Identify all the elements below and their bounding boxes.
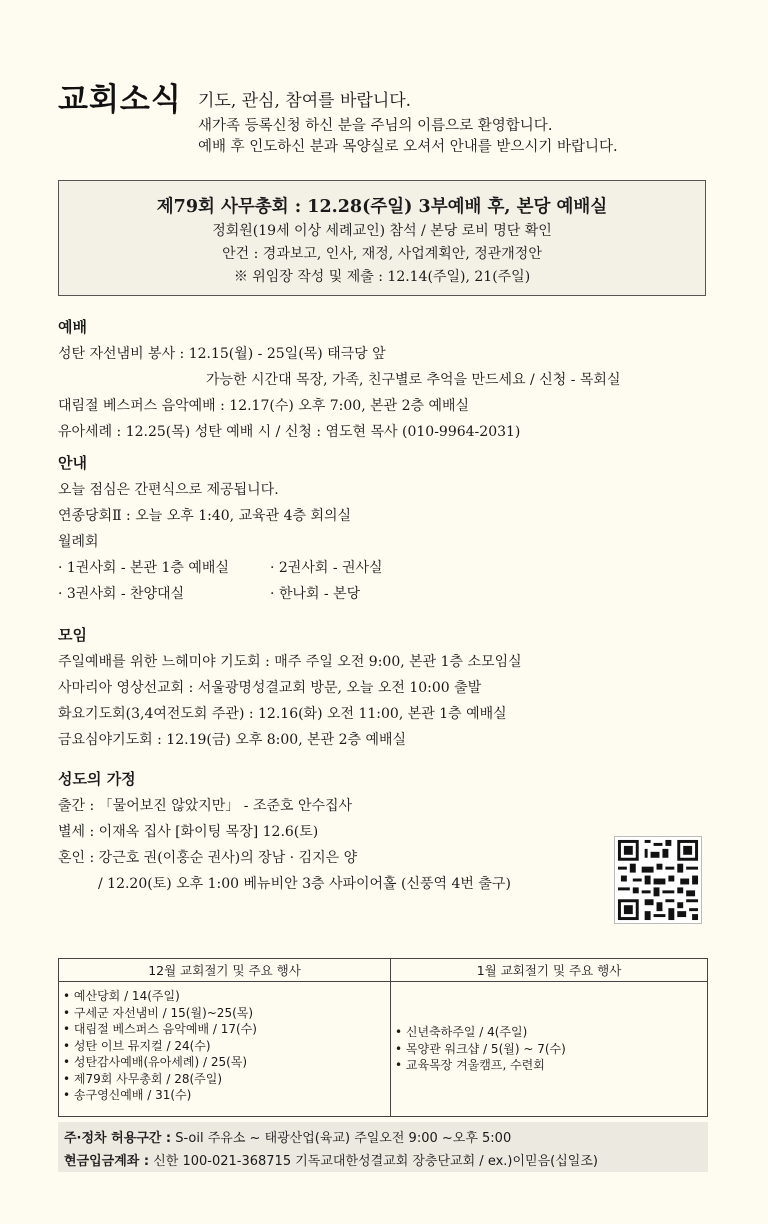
worship-line: 성탄 자선냄비 봉사 : 12.15(월) - 25일(목) 태극당 앞 xyxy=(58,346,386,362)
account-label: 현금입금계좌 : xyxy=(64,1154,150,1169)
worship-line: 유아세례 : 12.25(목) 성탄 예배 시 / 신청 : 염도현 목사 (010-9964-2031) xyxy=(58,424,521,440)
notice-line: ※ 위임장 작성 및 제출 : 12.14(주일), 21(주일) xyxy=(233,269,531,285)
general-assembly-notice xyxy=(58,180,706,296)
event-item: • 송구영신예배 / 31(수) xyxy=(63,1088,192,1102)
welcome-line: 예배 후 인도하신 분과 목양실로 오셔서 안내를 받으시기 바랍니다. xyxy=(198,139,618,155)
welcome-line: 새가족 등록신청 하신 분을 주님의 이름으로 환영합니다. xyxy=(198,118,553,134)
qr-code-icon[interactable] xyxy=(614,836,702,924)
worship-line: 가능한 시간대 목장, 가족, 친구별로 추억을 만드세요 / 신청 - 목회실 xyxy=(206,372,621,388)
event-item: • 신년축하주일 / 4(주일) xyxy=(395,1025,528,1040)
guide-section xyxy=(58,452,738,607)
account-value: 신한 100-021-368715 기독교대한성결교회 장충단교회 / ex.)이믿음(십일조) xyxy=(149,1154,598,1169)
family-line: 별세 : 이재옥 집사 [화이팅 목장] 12.6(토) xyxy=(58,824,319,840)
notice-line: 안건 : 경과보고, 인사, 재정, 사업계획안, 정관개정안 xyxy=(222,246,542,262)
page-title: 교회소식 xyxy=(58,82,182,118)
footer-info xyxy=(58,1122,708,1172)
event-item: • 성탄감사예배(유아세례) / 25(목) xyxy=(63,1055,248,1069)
section-heading: 성도의 가정 xyxy=(58,770,136,788)
guide-line: 오늘 점심은 간편식으로 제공됩니다. xyxy=(58,482,279,498)
family-line: 출간 : 「물어보진 않았지만」 - 조준호 안수집사 xyxy=(58,798,353,814)
monthly-meeting-item: · 3권사회 - 찬양대실 xyxy=(58,586,185,602)
section-heading: 예배 xyxy=(58,318,87,336)
monthly-meeting-row xyxy=(58,555,738,581)
meeting-line: 화요기도회(3,4여전도회 주관) : 12.16(화) 오전 11:00, 본관 1층 예배실 xyxy=(58,706,507,722)
account-info xyxy=(64,1150,598,1169)
meeting-line: 금요심야기도회 : 12.19(금) 오후 8:00, 본관 2층 예배실 xyxy=(58,732,407,748)
monthly-meeting-item: · 한나회 - 본당 xyxy=(270,586,361,602)
parking-value: S-oil 주유소 ~ 태광산업(육교) 주일오전 9:00 ~오후 5:00 xyxy=(171,1131,512,1146)
event-item: • 목양관 워크샵 / 5(월) ~ 7(수) xyxy=(395,1041,566,1056)
jan-events-cell xyxy=(391,982,708,1117)
monthly-meeting-item: · 2권사회 - 권사실 xyxy=(270,560,383,576)
jan-events-header: 1월 교회절기 및 주요 행사 xyxy=(391,959,708,982)
event-item: • 제79회 사무총회 / 28(주일) xyxy=(63,1071,223,1086)
events-table xyxy=(58,958,708,1117)
dec-events-header: 12월 교회절기 및 주요 행사 xyxy=(59,959,391,982)
meetings-section xyxy=(58,624,738,753)
notice-line: 정회원(19세 이상 세례교인) 참석 / 본당 로비 명단 확인 xyxy=(212,223,552,239)
section-heading: 모임 xyxy=(58,626,87,644)
section-heading: 안내 xyxy=(58,454,87,472)
notice-title: 제79회 사무총회 : 12.28(주일) 3부예배 후, 본당 예배실 xyxy=(156,197,608,217)
dec-events-cell xyxy=(59,982,391,1117)
family-line: / 12.20(토) 오후 1:00 베뉴비안 3층 사파이어홀 (신풍역 4번 출구) xyxy=(98,876,511,892)
guide-line: 연종당회Ⅱ : 오늘 오후 1:40, 교육관 4층 회의실 xyxy=(58,508,352,524)
welcome-text xyxy=(198,116,618,158)
worship-line: 대림절 베스퍼스 음악예배 : 12.17(수) 오후 7:00, 본관 2층 예배실 xyxy=(58,398,470,414)
event-item: • 성탄 이브 뮤지컬 / 24(수) xyxy=(63,1038,211,1053)
parking-label: 주·정차 허용구간 : xyxy=(64,1131,172,1146)
monthly-meeting-item: · 1권사회 - 본관 1층 예배실 xyxy=(58,560,229,576)
parking-info xyxy=(64,1127,511,1146)
event-item: • 교육목장 겨울캠프, 수련회 xyxy=(395,1058,545,1073)
meeting-line: 주일예배를 위한 느헤미야 기도회 : 매주 주일 오전 9:00, 본관 1층 소모임실 xyxy=(58,654,522,670)
family-line: 혼인 : 강근호 권(이홍순 권사)의 장남 · 김지은 양 xyxy=(58,850,358,866)
event-item: • 대림절 베스퍼스 음악예배 / 17(수) xyxy=(63,1022,257,1036)
event-item: • 예산당회 / 14(주일) xyxy=(63,989,180,1003)
qr-code-graphic xyxy=(615,837,701,923)
guide-line: 월례회 xyxy=(58,534,99,550)
meeting-line: 사마리아 영상선교회 : 서울광명성결교회 방문, 오늘 오전 10:00 출발 xyxy=(58,680,482,696)
page-subtitle: 기도, 관심, 참여를 바랍니다. xyxy=(198,91,412,111)
event-item: • 구세군 자선냄비 / 15(월)~25(목) xyxy=(63,1005,254,1020)
worship-section xyxy=(58,316,738,445)
monthly-meeting-row xyxy=(58,581,738,607)
